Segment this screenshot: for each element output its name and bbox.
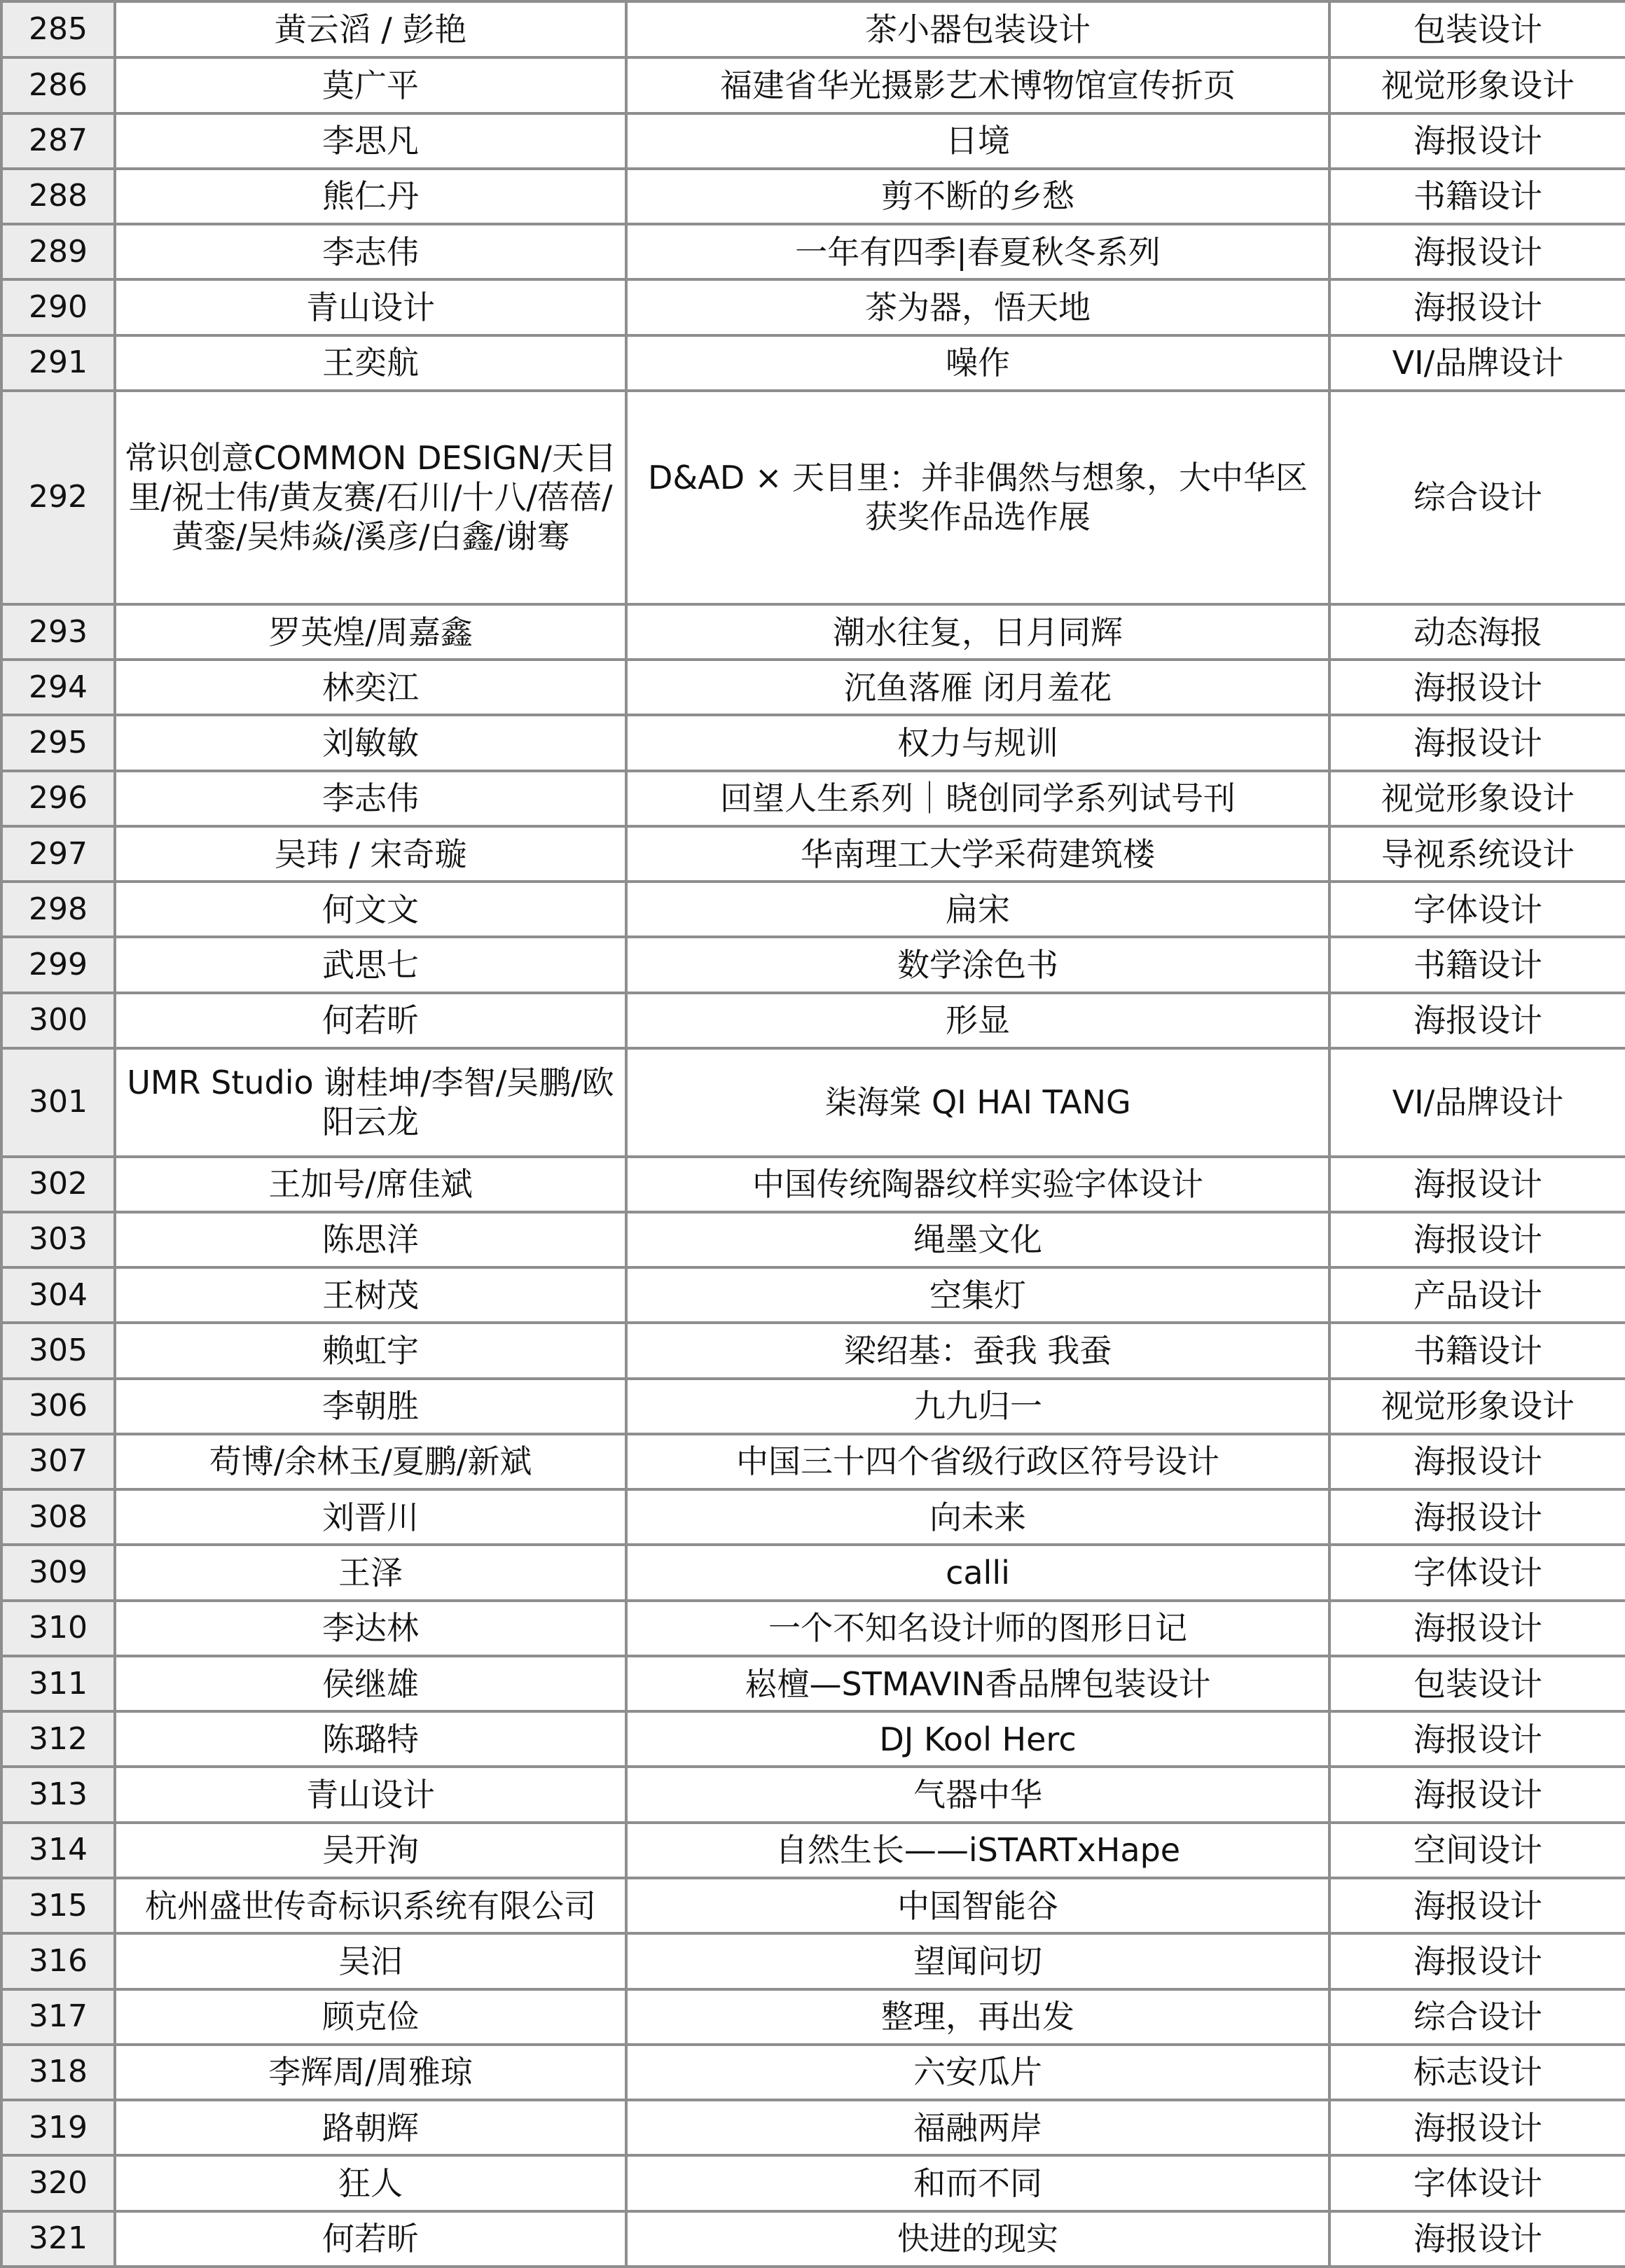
category-cell: 海报设计 [1329, 1434, 1625, 1489]
row-number: 300 [1, 993, 115, 1048]
author-cell: 何若昕 [115, 993, 626, 1048]
work-title-cell: 噪作 [626, 335, 1329, 391]
work-title-cell: 茶为器，悟天地 [626, 279, 1329, 335]
table-row [1, 1989, 1625, 2045]
work-title-cell: 快进的现实 [626, 2211, 1329, 2267]
table-row [1, 1434, 1625, 1489]
row-number: 286 [1, 57, 115, 113]
table-row [1, 1878, 1625, 1933]
work-title-cell: 崧檀—STMAVIN香品牌包装设计 [626, 1656, 1329, 1711]
author-cell: 路朝辉 [115, 2100, 626, 2155]
row-number: 312 [1, 1711, 115, 1767]
author-cell: 吴汨 [115, 1933, 626, 1989]
table-row [1, 993, 1625, 1048]
row-number: 307 [1, 1434, 115, 1489]
category-cell: 海报设计 [1329, 113, 1625, 169]
table-row [1, 391, 1625, 604]
author-cell: 吴玮 / 宋奇璇 [115, 826, 626, 882]
category-cell: 字体设计 [1329, 882, 1625, 937]
table-row [1, 1323, 1625, 1378]
table-row [1, 1656, 1625, 1711]
table-row [1, 1601, 1625, 1656]
category-cell: 动态海报 [1329, 604, 1625, 660]
table-row [1, 1823, 1625, 1878]
row-number: 296 [1, 771, 115, 826]
table-row [1, 1212, 1625, 1267]
work-title-cell: 九九归一 [626, 1379, 1329, 1434]
category-cell: 综合设计 [1329, 391, 1625, 604]
table-row [1, 1489, 1625, 1545]
category-cell: 视觉形象设计 [1329, 57, 1625, 113]
row-number: 308 [1, 1489, 115, 1545]
category-cell: 书籍设计 [1329, 1323, 1625, 1378]
category-cell: VI/品牌设计 [1329, 335, 1625, 391]
work-title-cell: DJ Kool Herc [626, 1711, 1329, 1767]
author-cell: 陈思洋 [115, 1212, 626, 1267]
table-row [1, 1267, 1625, 1323]
table-row [1, 2155, 1625, 2211]
category-cell: VI/品牌设计 [1329, 1048, 1625, 1157]
category-cell: 书籍设计 [1329, 169, 1625, 224]
author-cell: 罗英煌/周嘉鑫 [115, 604, 626, 660]
category-cell: 海报设计 [1329, 1212, 1625, 1267]
row-number: 305 [1, 1323, 115, 1378]
row-number: 292 [1, 391, 115, 604]
work-title-cell: 梁绍基：蚕我 我蚕 [626, 1323, 1329, 1378]
category-cell: 海报设计 [1329, 279, 1625, 335]
row-number: 291 [1, 335, 115, 391]
table-row [1, 2045, 1625, 2100]
row-number: 304 [1, 1267, 115, 1323]
table-row [1, 771, 1625, 826]
table-row [1, 937, 1625, 992]
row-number: 309 [1, 1545, 115, 1600]
work-title-cell: 华南理工大学采荷建筑楼 [626, 826, 1329, 882]
table-row [1, 57, 1625, 113]
category-cell: 海报设计 [1329, 993, 1625, 1048]
row-number: 288 [1, 169, 115, 224]
table-row [1, 715, 1625, 770]
row-number: 302 [1, 1157, 115, 1212]
author-cell: 李辉周/周雅琼 [115, 2045, 626, 2100]
work-title-cell: 中国三十四个省级行政区符号设计 [626, 1434, 1329, 1489]
table-row [1, 660, 1625, 715]
author-cell: 常识创意COMMON DESIGN/天目里/祝士伟/黄友赛/石川/十八/蓓蓓/黄銮/吴炜焱/溪彦/白鑫/谢骞 [115, 391, 626, 604]
row-number: 299 [1, 937, 115, 992]
author-cell: 王奕航 [115, 335, 626, 391]
author-cell: 李朝胜 [115, 1379, 626, 1434]
category-cell: 海报设计 [1329, 1489, 1625, 1545]
work-title-cell: 望闻问切 [626, 1933, 1329, 1989]
work-title-cell: 日境 [626, 113, 1329, 169]
work-title-cell: 形显 [626, 993, 1329, 1048]
author-cell: 顾克俭 [115, 1989, 626, 2045]
category-cell: 导视系统设计 [1329, 826, 1625, 882]
row-number: 316 [1, 1933, 115, 1989]
table-row [1, 1545, 1625, 1600]
author-cell: 陈璐特 [115, 1711, 626, 1767]
row-number: 318 [1, 2045, 115, 2100]
author-cell: 李思凡 [115, 113, 626, 169]
table-row [1, 1711, 1625, 1767]
row-number: 290 [1, 279, 115, 335]
author-cell: 何若昕 [115, 2211, 626, 2267]
category-cell: 海报设计 [1329, 224, 1625, 279]
work-title-cell: 柒海棠 QI HAI TANG [626, 1048, 1329, 1157]
work-title-cell: 气器中华 [626, 1767, 1329, 1822]
author-cell: 赖虹宇 [115, 1323, 626, 1378]
row-number: 321 [1, 2211, 115, 2267]
author-cell: 莫广平 [115, 57, 626, 113]
row-number: 289 [1, 224, 115, 279]
work-title-cell: 扁宋 [626, 882, 1329, 937]
category-cell: 海报设计 [1329, 1878, 1625, 1933]
author-cell: 何文文 [115, 882, 626, 937]
author-cell: 黄云滔 / 彭艳 [115, 1, 626, 57]
row-number: 320 [1, 2155, 115, 2211]
author-cell: 王加号/席佳斌 [115, 1157, 626, 1212]
row-number: 298 [1, 882, 115, 937]
category-cell: 海报设计 [1329, 2100, 1625, 2155]
work-title-cell: calli [626, 1545, 1329, 1600]
category-cell: 字体设计 [1329, 2155, 1625, 2211]
work-title-cell: 福建省华光摄影艺术博物馆宣传折页 [626, 57, 1329, 113]
work-title-cell: 权力与规训 [626, 715, 1329, 770]
author-cell: 熊仁丹 [115, 169, 626, 224]
table-row [1, 1157, 1625, 1212]
author-cell: 青山设计 [115, 279, 626, 335]
table-row [1, 1, 1625, 57]
category-cell: 海报设计 [1329, 1767, 1625, 1822]
author-cell: 李志伟 [115, 771, 626, 826]
author-cell: 刘晋川 [115, 1489, 626, 1545]
table-row [1, 882, 1625, 937]
row-number: 311 [1, 1656, 115, 1711]
work-title-cell: 中国智能谷 [626, 1878, 1329, 1933]
author-cell: 狂人 [115, 2155, 626, 2211]
author-cell: 王树茂 [115, 1267, 626, 1323]
author-cell: UMR Studio 谢桂坤/李智/吴鹏/欧阳云龙 [115, 1048, 626, 1157]
row-number: 313 [1, 1767, 115, 1822]
row-number: 310 [1, 1601, 115, 1656]
row-number: 294 [1, 660, 115, 715]
row-number: 314 [1, 1823, 115, 1878]
row-number: 315 [1, 1878, 115, 1933]
work-title-cell: 福融两岸 [626, 2100, 1329, 2155]
author-cell: 李志伟 [115, 224, 626, 279]
work-title-cell: 剪不断的乡愁 [626, 169, 1329, 224]
category-cell: 字体设计 [1329, 1545, 1625, 1600]
work-title-cell: 回望人生系列｜晓创同学系列试号刊 [626, 771, 1329, 826]
row-number: 317 [1, 1989, 115, 2045]
work-title-cell: 自然生长——iSTARTxHape [626, 1823, 1329, 1878]
category-cell: 海报设计 [1329, 1157, 1625, 1212]
category-cell: 视觉形象设计 [1329, 1379, 1625, 1434]
category-cell: 标志设计 [1329, 2045, 1625, 2100]
category-cell: 空间设计 [1329, 1823, 1625, 1878]
author-cell: 苟博/余林玉/夏鹏/新斌 [115, 1434, 626, 1489]
work-title-cell: D&AD × 天目里：并非偶然与想象，大中华区获奖作品选作展 [626, 391, 1329, 604]
category-cell: 产品设计 [1329, 1267, 1625, 1323]
row-number: 297 [1, 826, 115, 882]
table-row [1, 113, 1625, 169]
work-title-cell: 潮水往复，日月同辉 [626, 604, 1329, 660]
author-cell: 林奕江 [115, 660, 626, 715]
table-row [1, 224, 1625, 279]
work-title-cell: 六安瓜片 [626, 2045, 1329, 2100]
work-title-cell: 茶小器包装设计 [626, 1, 1329, 57]
row-number: 287 [1, 113, 115, 169]
work-title-cell: 和而不同 [626, 2155, 1329, 2211]
author-cell: 刘敏敏 [115, 715, 626, 770]
work-title-cell: 空集灯 [626, 1267, 1329, 1323]
category-cell: 海报设计 [1329, 1601, 1625, 1656]
work-title-cell: 中国传统陶器纹样实验字体设计 [626, 1157, 1329, 1212]
category-cell: 包装设计 [1329, 1, 1625, 57]
table-row [1, 2100, 1625, 2155]
table-row [1, 279, 1625, 335]
row-number: 301 [1, 1048, 115, 1157]
work-title-cell: 绳墨文化 [626, 1212, 1329, 1267]
row-number: 306 [1, 1379, 115, 1434]
table-row [1, 826, 1625, 882]
awards-table-body [1, 1, 1625, 2267]
row-number: 319 [1, 2100, 115, 2155]
table-row [1, 1767, 1625, 1822]
work-title-cell: 一个不知名设计师的图形日记 [626, 1601, 1329, 1656]
table-row [1, 2211, 1625, 2267]
work-title-cell: 沉鱼落雁 闭月羞花 [626, 660, 1329, 715]
category-cell: 海报设计 [1329, 660, 1625, 715]
author-cell: 武思七 [115, 937, 626, 992]
table-row [1, 1379, 1625, 1434]
category-cell: 海报设计 [1329, 1933, 1625, 1989]
category-cell: 视觉形象设计 [1329, 771, 1625, 826]
table-row [1, 1048, 1625, 1157]
author-cell: 杭州盛世传奇标识系统有限公司 [115, 1878, 626, 1933]
author-cell: 青山设计 [115, 1767, 626, 1822]
work-title-cell: 向未来 [626, 1489, 1329, 1545]
category-cell: 综合设计 [1329, 1989, 1625, 2045]
category-cell: 海报设计 [1329, 715, 1625, 770]
row-number: 285 [1, 1, 115, 57]
table-row [1, 604, 1625, 660]
category-cell: 包装设计 [1329, 1656, 1625, 1711]
author-cell: 吴开洵 [115, 1823, 626, 1878]
author-cell: 王泽 [115, 1545, 626, 1600]
work-title-cell: 数学涂色书 [626, 937, 1329, 992]
row-number: 295 [1, 715, 115, 770]
table-row [1, 335, 1625, 391]
category-cell: 书籍设计 [1329, 937, 1625, 992]
row-number: 293 [1, 604, 115, 660]
table-row [1, 1933, 1625, 1989]
category-cell: 海报设计 [1329, 1711, 1625, 1767]
author-cell: 侯继雄 [115, 1656, 626, 1711]
work-title-cell: 一年有四季|春夏秋冬系列 [626, 224, 1329, 279]
row-number: 303 [1, 1212, 115, 1267]
table-row [1, 169, 1625, 224]
category-cell: 海报设计 [1329, 2211, 1625, 2267]
work-title-cell: 整理，再出发 [626, 1989, 1329, 2045]
author-cell: 李达林 [115, 1601, 626, 1656]
